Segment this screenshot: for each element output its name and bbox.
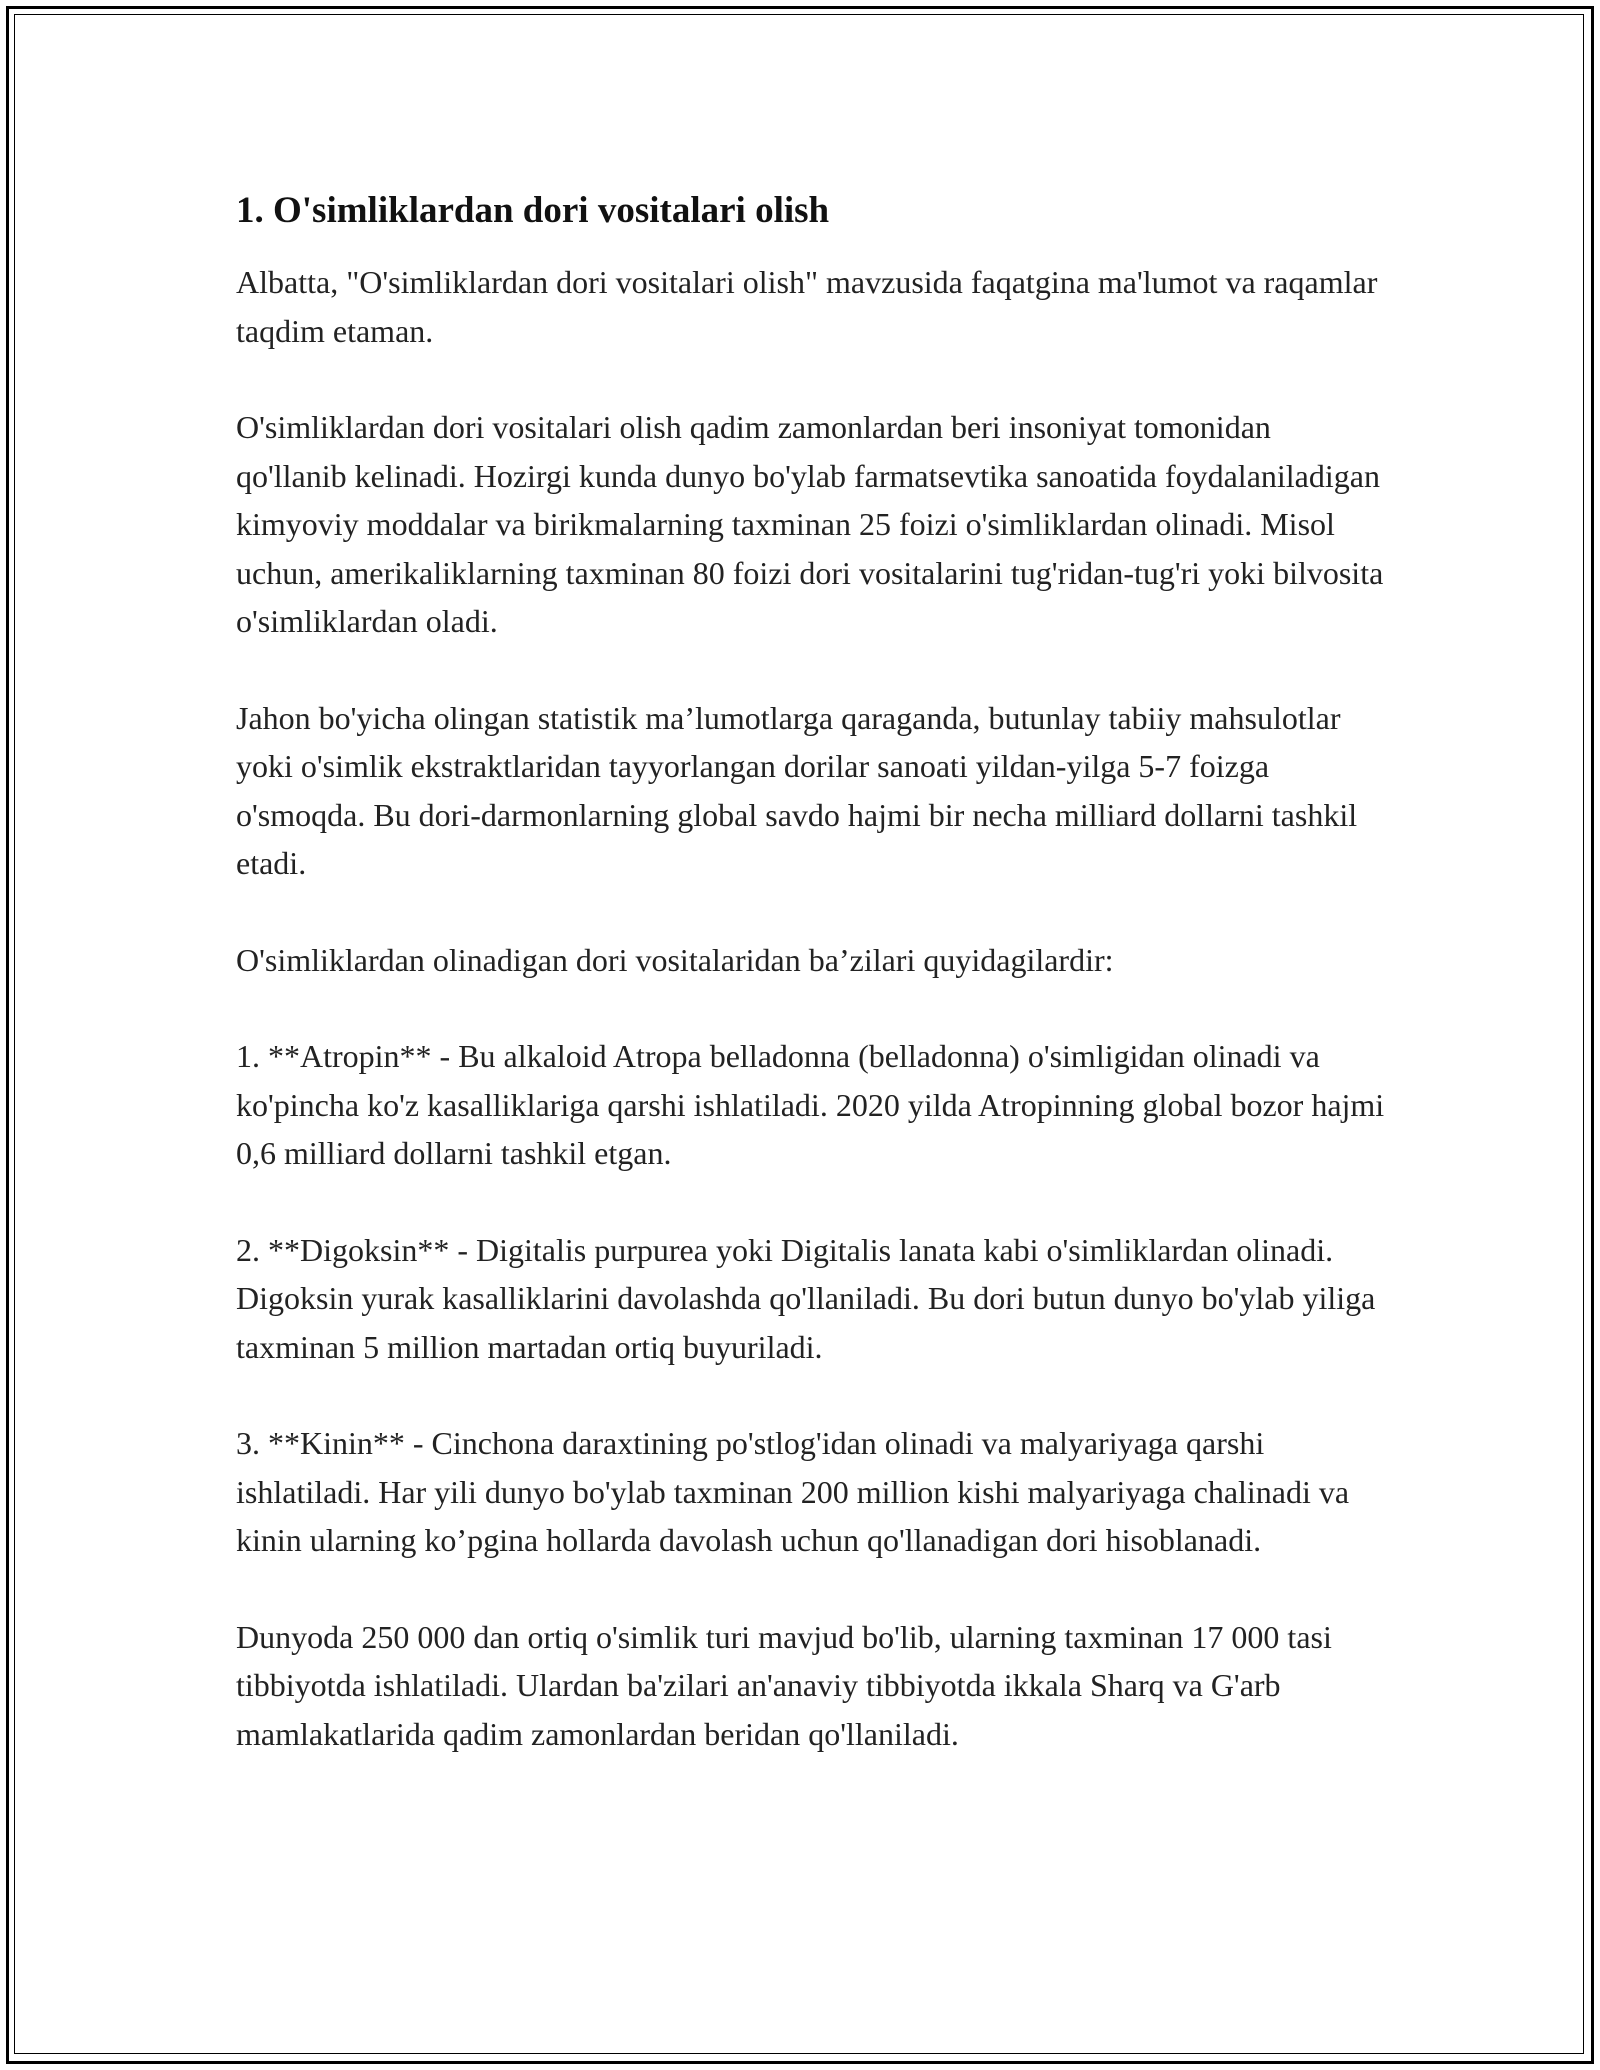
paragraph-list-intro: O'simliklardan olinadigan dori vositalaridan ba’zilari quyidagilardir: — [236, 941, 1114, 978]
paragraph-conclusion: Dunyoda 250 000 dan ortiq o'simlik turi mavjud bo'lib, ularning taxminan 17 000 tasi tibbiyotda ishlatiladi. Ulardan ba'zilari an'anaviy tibbiyotda ikkala Sharq va G'arb mamlakatlarida qadim zamonlardan beridan qo'llaniladi. — [236, 1618, 1332, 1752]
paragraph-statistics: Jahon bo'yicha olingan statistik ma’lumotlarga qaraganda, butunlay tabiiy mahsulotlar yoki o'simlik ekstraktlaridan tayyorlangan dorilar sanoati yildan-yilga 5-7 foizga o'smoqda. Bu dori-darmonlarning global savdo hajmi bir necha milliard dollarni tashkil etadi. — [236, 699, 1358, 881]
list-item-kinin: 3. **Kinin** - Cinchona daraxtining po'stlog'idan olinadi va malyariyaga qarshi ishlatiladi. Har yili dunyo bo'ylab taxminan 200 million kishi malyariyaga chalinadi va kinin ularning ko’pgina hollarda davolash uchun qo'llanadigan dori hisoblanadi. — [236, 1425, 1350, 1558]
document-body — [236, 186, 1386, 1806]
list-item-atropin: 1. **Atropin** - Bu alkaloid Atropa belladonna (belladonna) o'simligidan olinadi va ko'pincha ko'z kasalliklariga qarshi ishlatiladi. 2020 yilda Atropinning global bozor hajmi 0,6 milliard dollarni tashkil etgan. — [236, 1038, 1385, 1171]
document-title: 1. O'simliklardan dori vositalari olish — [236, 190, 830, 231]
list-item-digoksin: 2. **Digoksin** - Digitalis purpurea yoki Digitalis lanata kabi o'simliklardan olinadi. Digoksin yurak kasalliklarini davolashda qo'llaniladi. Bu dori butun dunyo bo'ylab yiliga taxminan 5 million martadan ortiq buyuriladi. — [236, 1231, 1376, 1365]
paragraph-intro: Albatta, "O'simliklardan dori vositalari olish" mavzusida faqatgina ma'lumot va raqamlar taqdim etaman. — [236, 264, 1378, 349]
paragraph-history: O'simliklardan dori vositalari olish qadim zamonlardan beri insoniyat tomonidan qo'llanib kelinadi. Hozirgi kunda dunyo bo'ylab farmatsevtika sanoatida foydalaniladigan kimyoviy moddalar va birikmalarning taxminan 25 foizi o'simliklardan olinadi. Misol uchun, amerikaliklarning taxminan 80 foizi dori vositalarini tug'ridan-tug'ri yoki bilvosita o'simliklardan oladi. — [236, 409, 1384, 639]
